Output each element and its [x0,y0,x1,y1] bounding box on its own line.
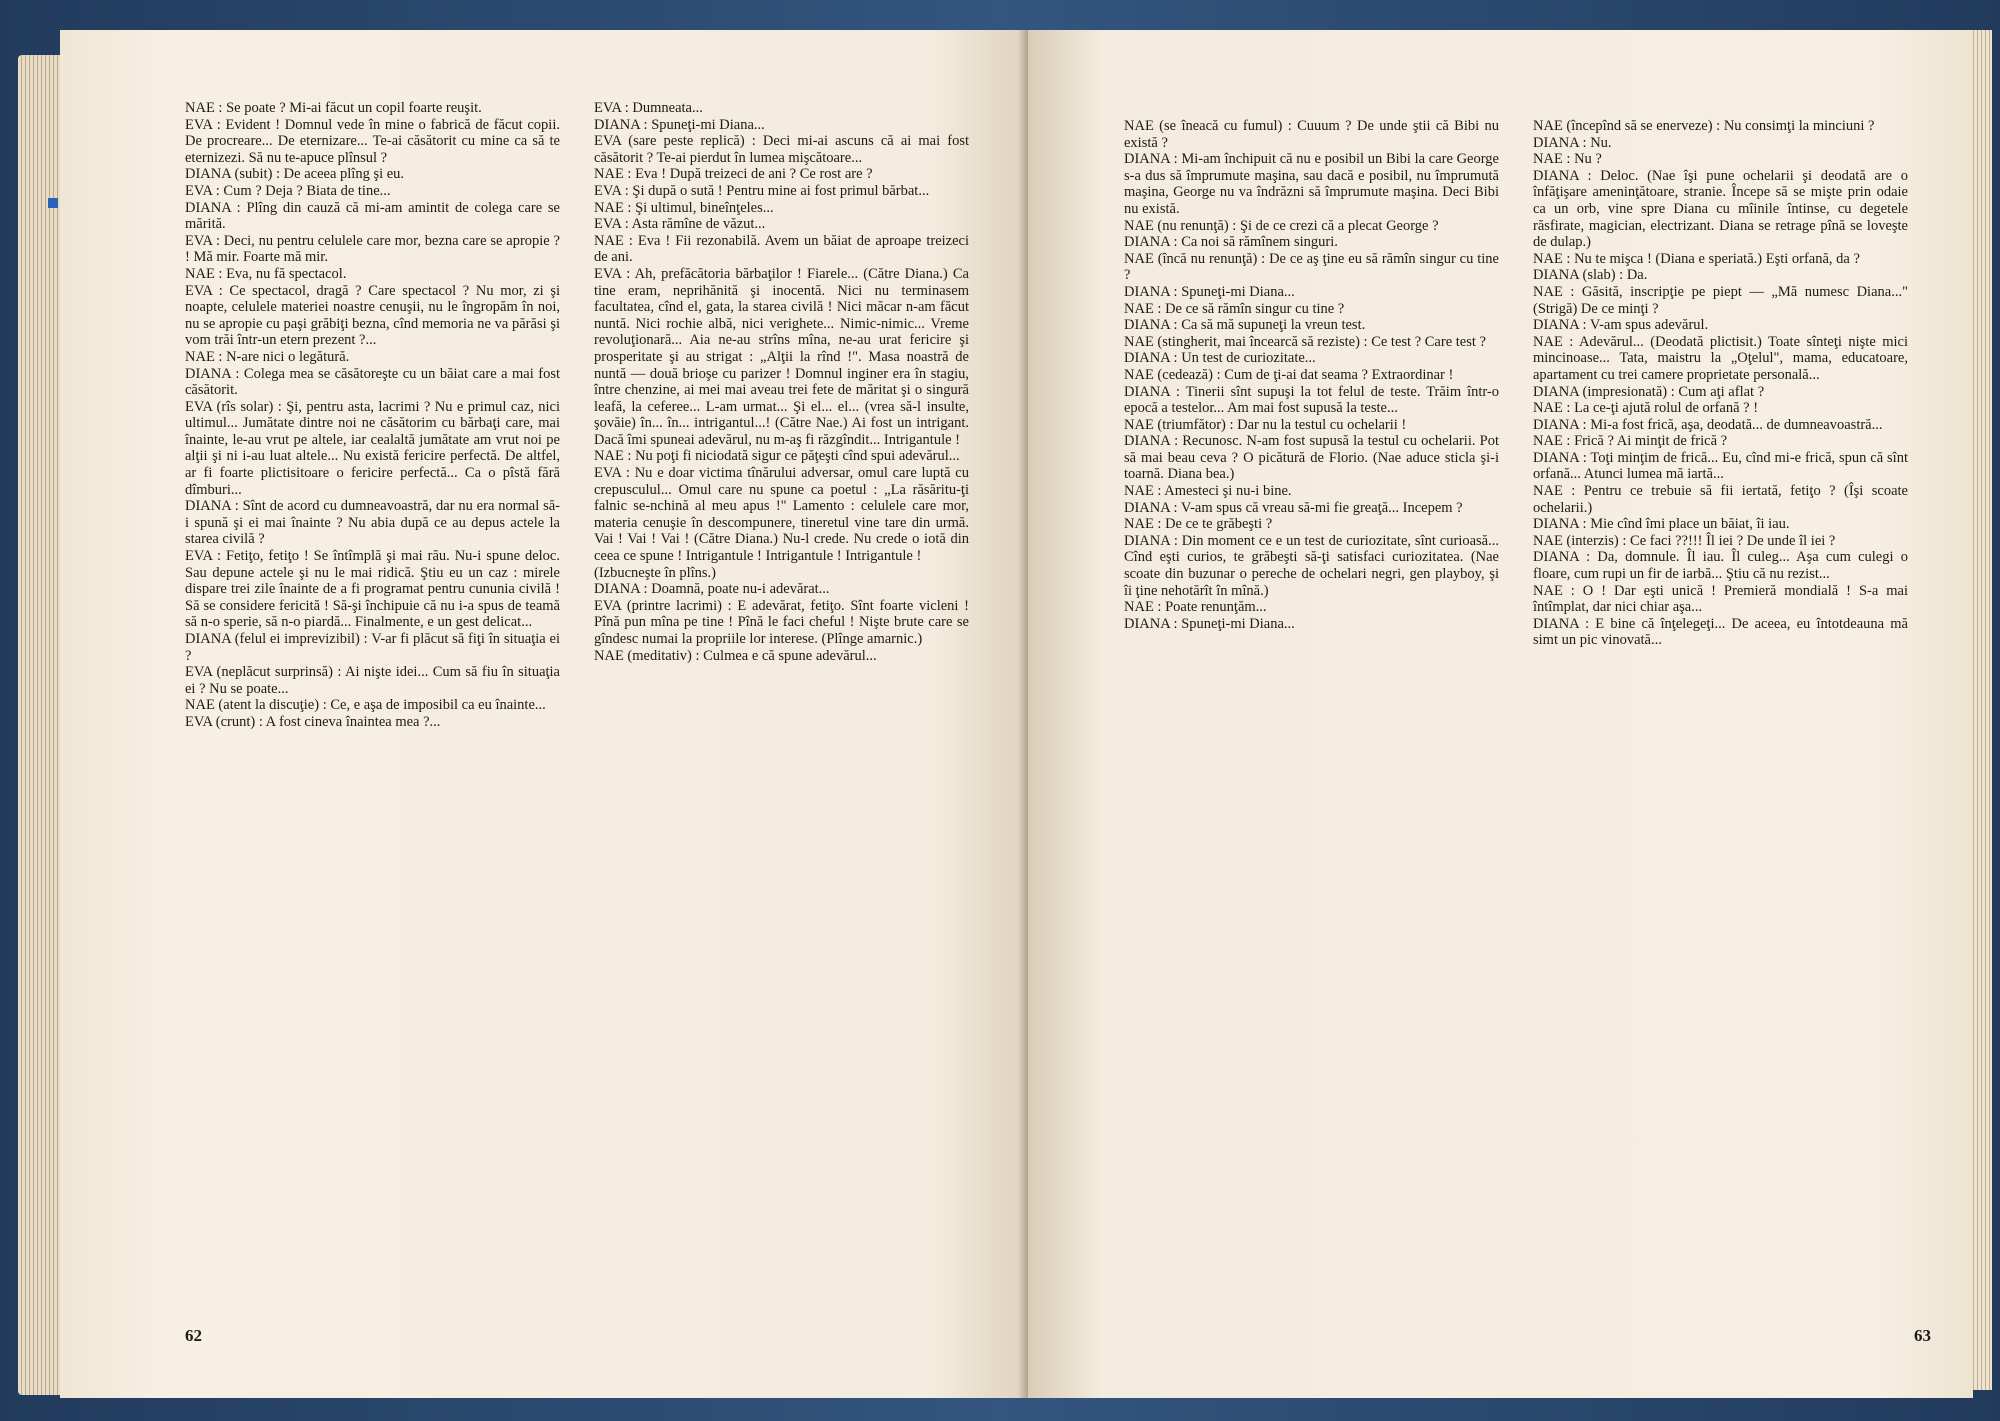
dialogue-line: NAE : Nu ? [1533,151,1602,168]
dialogue-line: DIANA : Spuneţi-mi Diana... [1124,615,1295,632]
dialogue-line: EVA : Nu e doar victima tînărului adversar, omul care luptă cu crepusculul... Omul care nu spune ca poetul : „La răsăritu-ţi falnic se-nchină al meu apus !" Lamento : celulele care mor, materia cenuşie în descompunere, tineretul vine tare din urmă. Vai ! Vai ! Vai ! (Către Diana.) Nu-l crede. Nu crede o iotă din ceea ce spune ! Intrigantule ! Intrigantule ! Intrigantule ! [594,465,969,565]
dialogue-line: EVA (printre lacrimi) : E adevărat, fetiţo. Sînt foarte vicleni ! Pînă pun mîna pe tine ! Pînă le faci cheful ! Nişte brute care se gîndesc numai la propriile lor interese. (Plînge amarnic.) [594,597,969,647]
dialogue-line: EVA : Fetiţo, fetiţo ! Se întîmplă şi mai rău. Nu-i spune deloc. Sau depune actele şi nu le mai ridică. Ştiu eu un caz : mirele dispare trei zile înainte de a fi programat pentru cununia civilă ! Să se considere fericită ! Să-şi închipuie că nu i-a spus de teamă să n-o sperie, să n-o piardă... Finalmente, e un gest delicat... [185,548,560,631]
dialogue-line: DIANA : Doamnă, poate nu-i adevărat... [594,581,830,598]
dialogue-line: DIANA : Tinerii sînt supuşi la tot felul de teste. Trăim într-o epocă a testelor... Am mai fost supusă la teste... [1124,383,1499,417]
dialogue-line: NAE : Frică ? Ai minţit de frică ? [1533,433,1728,450]
dialogue-line: NAE : De ce te grăbeşti ? [1124,516,1273,533]
dialogue-line: NAE (triumfător) : Dar nu la testul cu ochelarii ! [1124,416,1407,433]
dialogue-line: EVA : Evident ! Domnul vede în mine o fabrică de făcut copii. De procreare... De eternizare... Te-ai căsătorit cu mine ca să te eternizezi. Să nu te-apuce plînsul ? [185,116,560,166]
dialogue-line: EVA (sare peste replică) : Deci mi-ai ascuns că ai mai fost căsătorit ? Te-ai pierdut în lumea mişcătoare... [594,133,969,166]
dialogue-line: EVA (rîs solar) : Şi, pentru asta, lacrimi ? Nu e primul caz, nici ultimul... Jumătate dintre noi ne căsătorim cu bărbaţi care, mai înainte, le-au vrut pe altele, iar cealaltă jumătate am vrut noi pe alţii şi ni i-au luat altele... Nu există fericire perfectă. De altfel, ar fi foarte plictisitoare o fericire perfectă... Ca o pîstă fără dîmburi... [185,398,560,498]
dialogue-line: NAE : La ce-ţi ajută rolul de orfană ? ! [1533,400,1759,417]
dialogue-line: DIANA : E bine că înţelegeţi... De aceea, eu întotdeauna mă simt un pic vinovată... [1533,615,1908,649]
dialogue-line: NAE (stingherit, mai încearcă să reziste) : Ce test ? Care test ? [1124,333,1486,350]
dialogue-line: NAE : Eva ! După treizeci de ani ? Ce rost are ? [594,166,873,183]
left-page [60,30,1028,1398]
page-edges-right [1970,30,1992,1390]
dialogue-line: NAE (interzis) : Ce faci ??!!! Îl iei ? De unde îl iei ? [1533,532,1836,549]
dialogue-line: DIANA : Da, domnule. Îl iau. Îl culeg... Aşa cum culegi o floare, cum rupi un fir de iarbă... Ştiu că nu rezist... [1533,549,1908,583]
right-page-columns [1124,118,1933,649]
dialogue-line: DIANA : V-am spus că vreau să-mi fie greaţă... Incepem ? [1124,499,1463,516]
dialogue-line: DIANA (felul ei imprevizibil) : V-ar fi plăcut să fiţi în situaţia ei ? [185,631,560,664]
right-page [1028,30,1973,1398]
left-page-columns [185,100,988,731]
left-column-2 [594,100,969,731]
dialogue-line: DIANA : Spuneţi-mi Diana... [594,116,765,133]
dialogue-line: NAE : Nu poţi fi niciodată sigur ce păţeşti cînd spui adevărul... [594,448,960,465]
dialogue-line: NAE : Se poate ? Mi-ai făcut un copil foarte reuşit. [185,100,482,116]
dialogue-line: NAE (meditativ) : Culmea e că spune adevărul... [594,647,877,664]
dialogue-line: DIANA : Ca să mă supuneţi la vreun test. [1124,317,1366,334]
page-number-left: 62 [185,1326,202,1345]
dialogue-line: DIANA : Ca noi să rămînem singuri. [1124,234,1338,251]
dialogue-line: DIANA : Mie cînd îmi place un băiat, îi iau. [1533,516,1790,533]
dialogue-line: NAE : Poate renunţăm... [1124,599,1267,616]
dialogue-line: DIANA : Plîng din cauză că mi-am amintit de colega care se mărită. [185,199,560,233]
dialogue-line: NAE : Găsită, inscripţie pe piept — „Mă numesc Diana..." (Strigă) De ce minţi ? [1533,283,1908,317]
dialogue-line: DIANA : V-am spus adevărul. [1533,317,1709,334]
dialogue-line: NAE (nu renunţă) : Şi de ce crezi că a plecat George ? [1124,217,1439,234]
dialogue-line: EVA : Asta rămîne de văzut... [594,216,766,233]
dialogue-line: DIANA (slab) : Da. [1533,267,1648,284]
dialogue-line: DIANA : Mi-am închipuit că nu e posibil un Bibi la care George s-a dus să împrumute maşina, sau dacă e posibil, nu împrumută maşina, George nu va îndrăzni să împrumute maşina. Deci Bibi nu există. [1124,151,1499,217]
dialogue-line: EVA : Cum ? Deja ? Biata de tine... [185,182,391,199]
dialogue-line: NAE : Eva ! Fii rezonabilă. Avem un băiat de aproape treizeci de ani. [594,232,969,266]
dialogue-line: NAE (se îneacă cu fumul) : Cuuum ? De unde ştii că Bibi nu există ? [1124,118,1499,151]
right-column-2 [1533,118,1908,649]
dialogue-line: DIANA : Un test de curiozitate... [1124,350,1316,367]
bookmark-tab [48,198,58,208]
dialogue-line: NAE (atent la discuţie) : Ce, e aşa de imposibil ca eu înainte... [185,697,546,714]
dialogue-line: DIANA : Toţi minţim de frică... Eu, cînd mi-e frică, spun că sînt orfană... Atunci lumea mă iartă... [1533,449,1908,483]
dialogue-line: NAE : Şi ultimul, bineînţeles... [594,199,774,216]
dialogue-line: NAE : Adevărul... (Deodată plictisit.) Toate sînteţi nişte mici mincinoase... Tata, maistru la „Oţelul", mama, educatoare, apartament cu trei camere proprietate personală... [1533,333,1908,383]
dialogue-line: EVA (crunt) : A fost cineva înaintea mea ?... [185,713,441,730]
right-column-1 [1124,118,1499,649]
dialogue-line: NAE (încă nu renunţă) : De ce aş ţine eu să rămîn singur cu tine ? [1124,250,1499,284]
dialogue-line: DIANA (subit) : De aceea plîng şi eu. [185,166,405,183]
dialogue-line: EVA : Deci, nu pentru celulele care mor, bezna care se apropie ? ! Mă mir. Foarte mă mir. [185,232,560,266]
dialogue-line: NAE (cedează) : Cum de ţi-ai dat seama ? Extraordinar ! [1124,366,1454,383]
dialogue-line: NAE : N-are nici o legătură. [185,348,350,365]
dialogue-line: EVA : Şi după o sută ! Pentru mine ai fost primul bărbat... [594,182,930,199]
dialogue-line: EVA : Ce spectacol, dragă ? Care spectacol ? Nu mor, zi şi noapte, celulele materiei noastre cenuşii, nu le îngropăm în noi, nu se apropie cu paşi grăbiţi bezna, cînd memoria ne va părăsi şi vom trăi într-un etern prezent ?... [185,282,560,349]
dialogue-line: NAE : Eva, nu fă spectacol. [185,265,347,282]
dialogue-line: EVA : Ah, prefăcătoria bărbaţilor ! Fiarele... (Către Diana.) Ca tine eram, neprihănită şi inocentă. Nici nu terminasem facultatea, cînd el, gata, la starea civilă ! Nici măcar n-am făcut nuntă. Nici rochie albă, nici verighete... Nimic-nimic... Vreme revoluţionară... Aia ne-au strîns mîna, ne-au urat fericire şi prosperitate şi au strigat : „Alţii la rînd !". Masa noastră de nuntă — două brioşe cu parizer ! Domnul inginer era în stagiu, între chenzine, ai mei mai aveau trei fete de măritat şi o singură leafă, la ceferee... L-am urmat... Şi el... el... (vrea să-l insulte, şovăie) în... în... intrigantul...! (Către Nae.) Ai fost un intrigant. Dacă îmi spuneai adevărul, nu m-aş fi răzgîndit... Intrigantule ! [594,265,969,448]
dialogue-line: NAE : O ! Dar eşti unică ! Premieră mondială ! S-a mai întîmplat, dar nici chiar aşa... [1533,582,1908,616]
dialogue-line: DIANA : Nu. [1533,134,1612,151]
dialogue-line: NAE : Amesteci şi nu-i bine. [1124,483,1292,500]
dialogue-line: NAE (începînd să se enerveze) : Nu consimţi la minciuni ? [1533,118,1875,134]
dialogue-line: DIANA : Spuneţi-mi Diana... [1124,283,1295,300]
dialogue-line: DIANA : Sînt de acord cu dumneavoastră, dar nu era normal să-i spună şi ei mai înainte ? Nu abia după ce au depus actele la starea civilă ? [185,498,560,548]
dialogue-line: DIANA : Deloc. (Nae îşi pune ochelarii şi deodată are o înfăţişare ameninţătoare, stranie. Începe să se mişte prin odaie ca un orb, vine spre Diana cu mîinile întinse, cu degetele răsfirate, magician, electrizant. Diana se retrage pînă se loveşte de dulap.) [1533,167,1908,251]
dialogue-line: EVA : Dumneata... [594,100,703,116]
dialogue-line: (Izbucneşte în plîns.) [594,564,717,581]
dialogue-line: DIANA : Recunosc. N-am fost supusă la testul cu ochelarii. Pot să mai beau ceva ? O picătură de Florio. (Nae aduce sticla şi-i toarnă. Diana bea.) [1124,433,1499,483]
dialogue-line: NAE : De ce să rămîn singur cu tine ? [1124,300,1345,317]
dialogue-line: DIANA : Colega mea se căsătoreşte cu un băiat care a mai fost căsătorit. [185,365,560,399]
page-number-right: 63 [1914,1326,1931,1345]
dialogue-line: NAE : Pentru ce trebuie să fii iertată, fetiţo ? (Îşi scoate ochelarii.) [1533,483,1908,516]
dialogue-line: DIANA : Mi-a fost frică, aşa, deodată... de dumneavoastră... [1533,416,1883,433]
dialogue-line: DIANA (impresionată) : Cum aţi aflat ? [1533,383,1765,400]
dialogue-line: NAE : Nu te mişca ! (Diana e speriată.) Eşti orfană, da ? [1533,250,1860,267]
dialogue-line: DIANA : Din moment ce e un test de curiozitate, sînt curioasă... Cînd eşti curios, te grăbeşti să-ţi satisfaci curiozitatea. (Nae scoate din buzunar o pereche de ochelari negri, gen playboy, şi îi ţine nehotărît în mînă.) [1124,532,1499,599]
left-column-1 [185,100,560,731]
dialogue-line: EVA (neplăcut surprinsă) : Ai nişte idei... Cum să fiu în situaţia ei ? Nu se poate... [185,664,560,697]
